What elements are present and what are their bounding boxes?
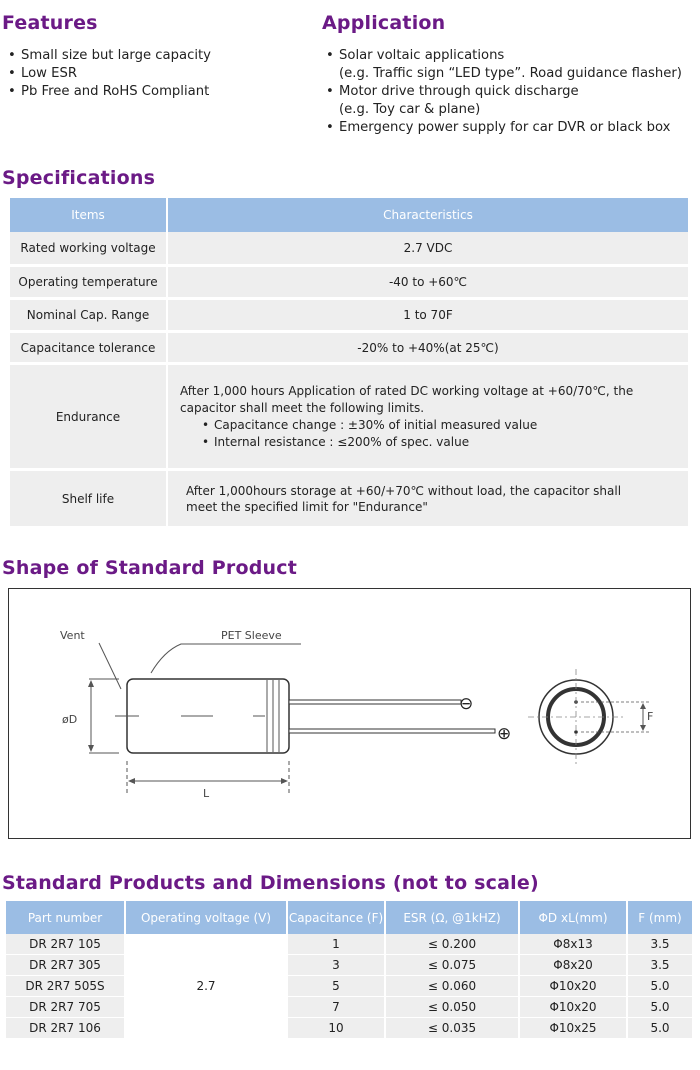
application-item-example: (e.g. Traffic sign “LED type”. Road guidance flasher) [339,66,682,81]
part-number: DR 2R7 106 [6,1018,126,1039]
dimensions: Φ10x20 [520,976,628,997]
diameter-label: øD [62,713,78,726]
shelf-line: After 1,000hours storage at +60/+70℃ without load, the capacitor shall [186,483,622,498]
features-heading: Features [2,12,98,34]
spec-item: Nominal Cap. Range [10,300,168,333]
spec-value [168,365,690,471]
spec-row-endurance [10,365,690,471]
spec-row [10,232,690,267]
capacitance: 7 [288,997,386,1018]
vent-leader-line [99,643,121,689]
col-dimensions: ΦD xL(mm) [520,901,628,934]
capacitor-drawing-svg [9,589,692,840]
products-header-row [6,901,694,934]
features-item: • Small size but large capacity [8,47,211,65]
arrow-left-icon [128,778,135,784]
features-item: • Low ESR [8,65,211,83]
dimensions: Φ8x20 [520,955,628,976]
dimensions: Φ10x25 [520,1018,628,1039]
spec-value: 2.7 VDC [168,232,690,267]
spec-value [168,471,690,529]
operating-voltage: 2.7 [126,934,288,1039]
spec-row [10,267,690,300]
products-table [6,901,694,1039]
spec-item: Capacitance tolerance [10,333,168,365]
application-item-text: Motor drive through quick discharge [339,84,579,99]
table-row [6,934,694,955]
pitch: 5.0 [628,997,694,1018]
arrow-up-icon [640,703,646,709]
vent-label: Vent [60,629,85,642]
part-number: DR 2R7 705 [6,997,126,1018]
application-item [326,83,682,119]
col-pitch: F (mm) [628,901,694,934]
spec-value: -40 to +60℃ [168,267,690,300]
spec-value: 1 to 70F [168,300,690,333]
endurance-limit: • Capacitance change : ±30% of initial measured value [202,417,688,434]
dimensions: Φ8x13 [520,934,628,955]
arrow-down-icon [88,745,94,752]
product-drawing [8,588,691,839]
products-heading: Standard Products and Dimensions (not to scale) [2,872,539,894]
spec-value: -20% to +40%(at 25℃) [168,333,690,365]
arrow-right-icon [281,778,288,784]
features-list [8,47,211,101]
endurance-intro: After 1,000 hours Application of rated DC working voltage at +60/70℃, the capacitor shall meet the following limits. [180,383,634,415]
spec-row-shelf [10,471,690,529]
col-capacitance: Capacitance (F) [288,901,386,934]
capacitance: 10 [288,1018,386,1039]
spec-row [10,333,690,365]
pitch: 3.5 [628,955,694,976]
part-number: DR 2R7 105 [6,934,126,955]
esr: ≤ 0.035 [386,1018,520,1039]
pitch: 3.5 [628,934,694,955]
table-row [6,955,694,976]
pitch: 5.0 [628,1018,694,1039]
part-number: DR 2R7 305 [6,955,126,976]
minus-symbol-icon: ⊖ [459,694,474,714]
arrow-down-icon [640,725,646,731]
esr: ≤ 0.060 [386,976,520,997]
esr: ≤ 0.075 [386,955,520,976]
dimensions: Φ10x20 [520,997,628,1018]
esr: ≤ 0.200 [386,934,520,955]
endurance-limit: • Internal resistance : ≤200% of spec. value [202,434,688,451]
part-number: DR 2R7 505S [6,976,126,997]
plus-symbol-icon: ⊕ [497,724,512,744]
application-item-text: Solar voltaic applications [339,48,505,63]
specifications-heading: Specifications [2,167,156,189]
application-item-text: Emergency power supply for car DVR or black box [339,120,671,135]
specifications-table [10,198,690,529]
capacitance: 5 [288,976,386,997]
length-label: L [203,787,210,800]
shape-heading: Shape of Standard Product [2,557,298,579]
table-row [6,1018,694,1039]
spec-header-row [10,198,690,232]
spec-item: Endurance [10,365,168,471]
application-item-example: (e.g. Toy car & plane) [339,102,481,117]
esr: ≤ 0.050 [386,997,520,1018]
application-item [326,119,682,137]
spec-item: Rated working voltage [10,232,168,267]
lead-positive [289,729,495,733]
col-part-number: Part number [6,901,126,934]
spec-item: Shelf life [10,471,168,529]
pitch-label: F [647,710,654,723]
capacitance: 1 [288,934,386,955]
table-row [6,997,694,1018]
features-item: • Pb Free and RoHS Compliant [8,83,211,101]
application-item [326,47,682,83]
shelf-line: meet the specified limit for "Endurance" [186,499,428,514]
col-esr: ESR (Ω, @1kHZ) [386,901,520,934]
table-row [6,976,694,997]
spec-col-characteristics: Characteristics [168,198,690,232]
application-heading: Application [322,12,446,34]
pitch: 5.0 [628,976,694,997]
endurance-limits [202,417,688,451]
arrow-up-icon [88,680,94,687]
spec-col-items: Items [10,198,168,232]
spec-item: Operating temperature [10,267,168,300]
sleeve-leader-line [151,644,301,673]
application-list [326,47,682,137]
capacitance: 3 [288,955,386,976]
lead-negative [289,700,461,704]
col-operating-voltage: Operating voltage (V) [126,901,288,934]
spec-row [10,300,690,333]
sleeve-label: PET Sleeve [221,629,282,642]
